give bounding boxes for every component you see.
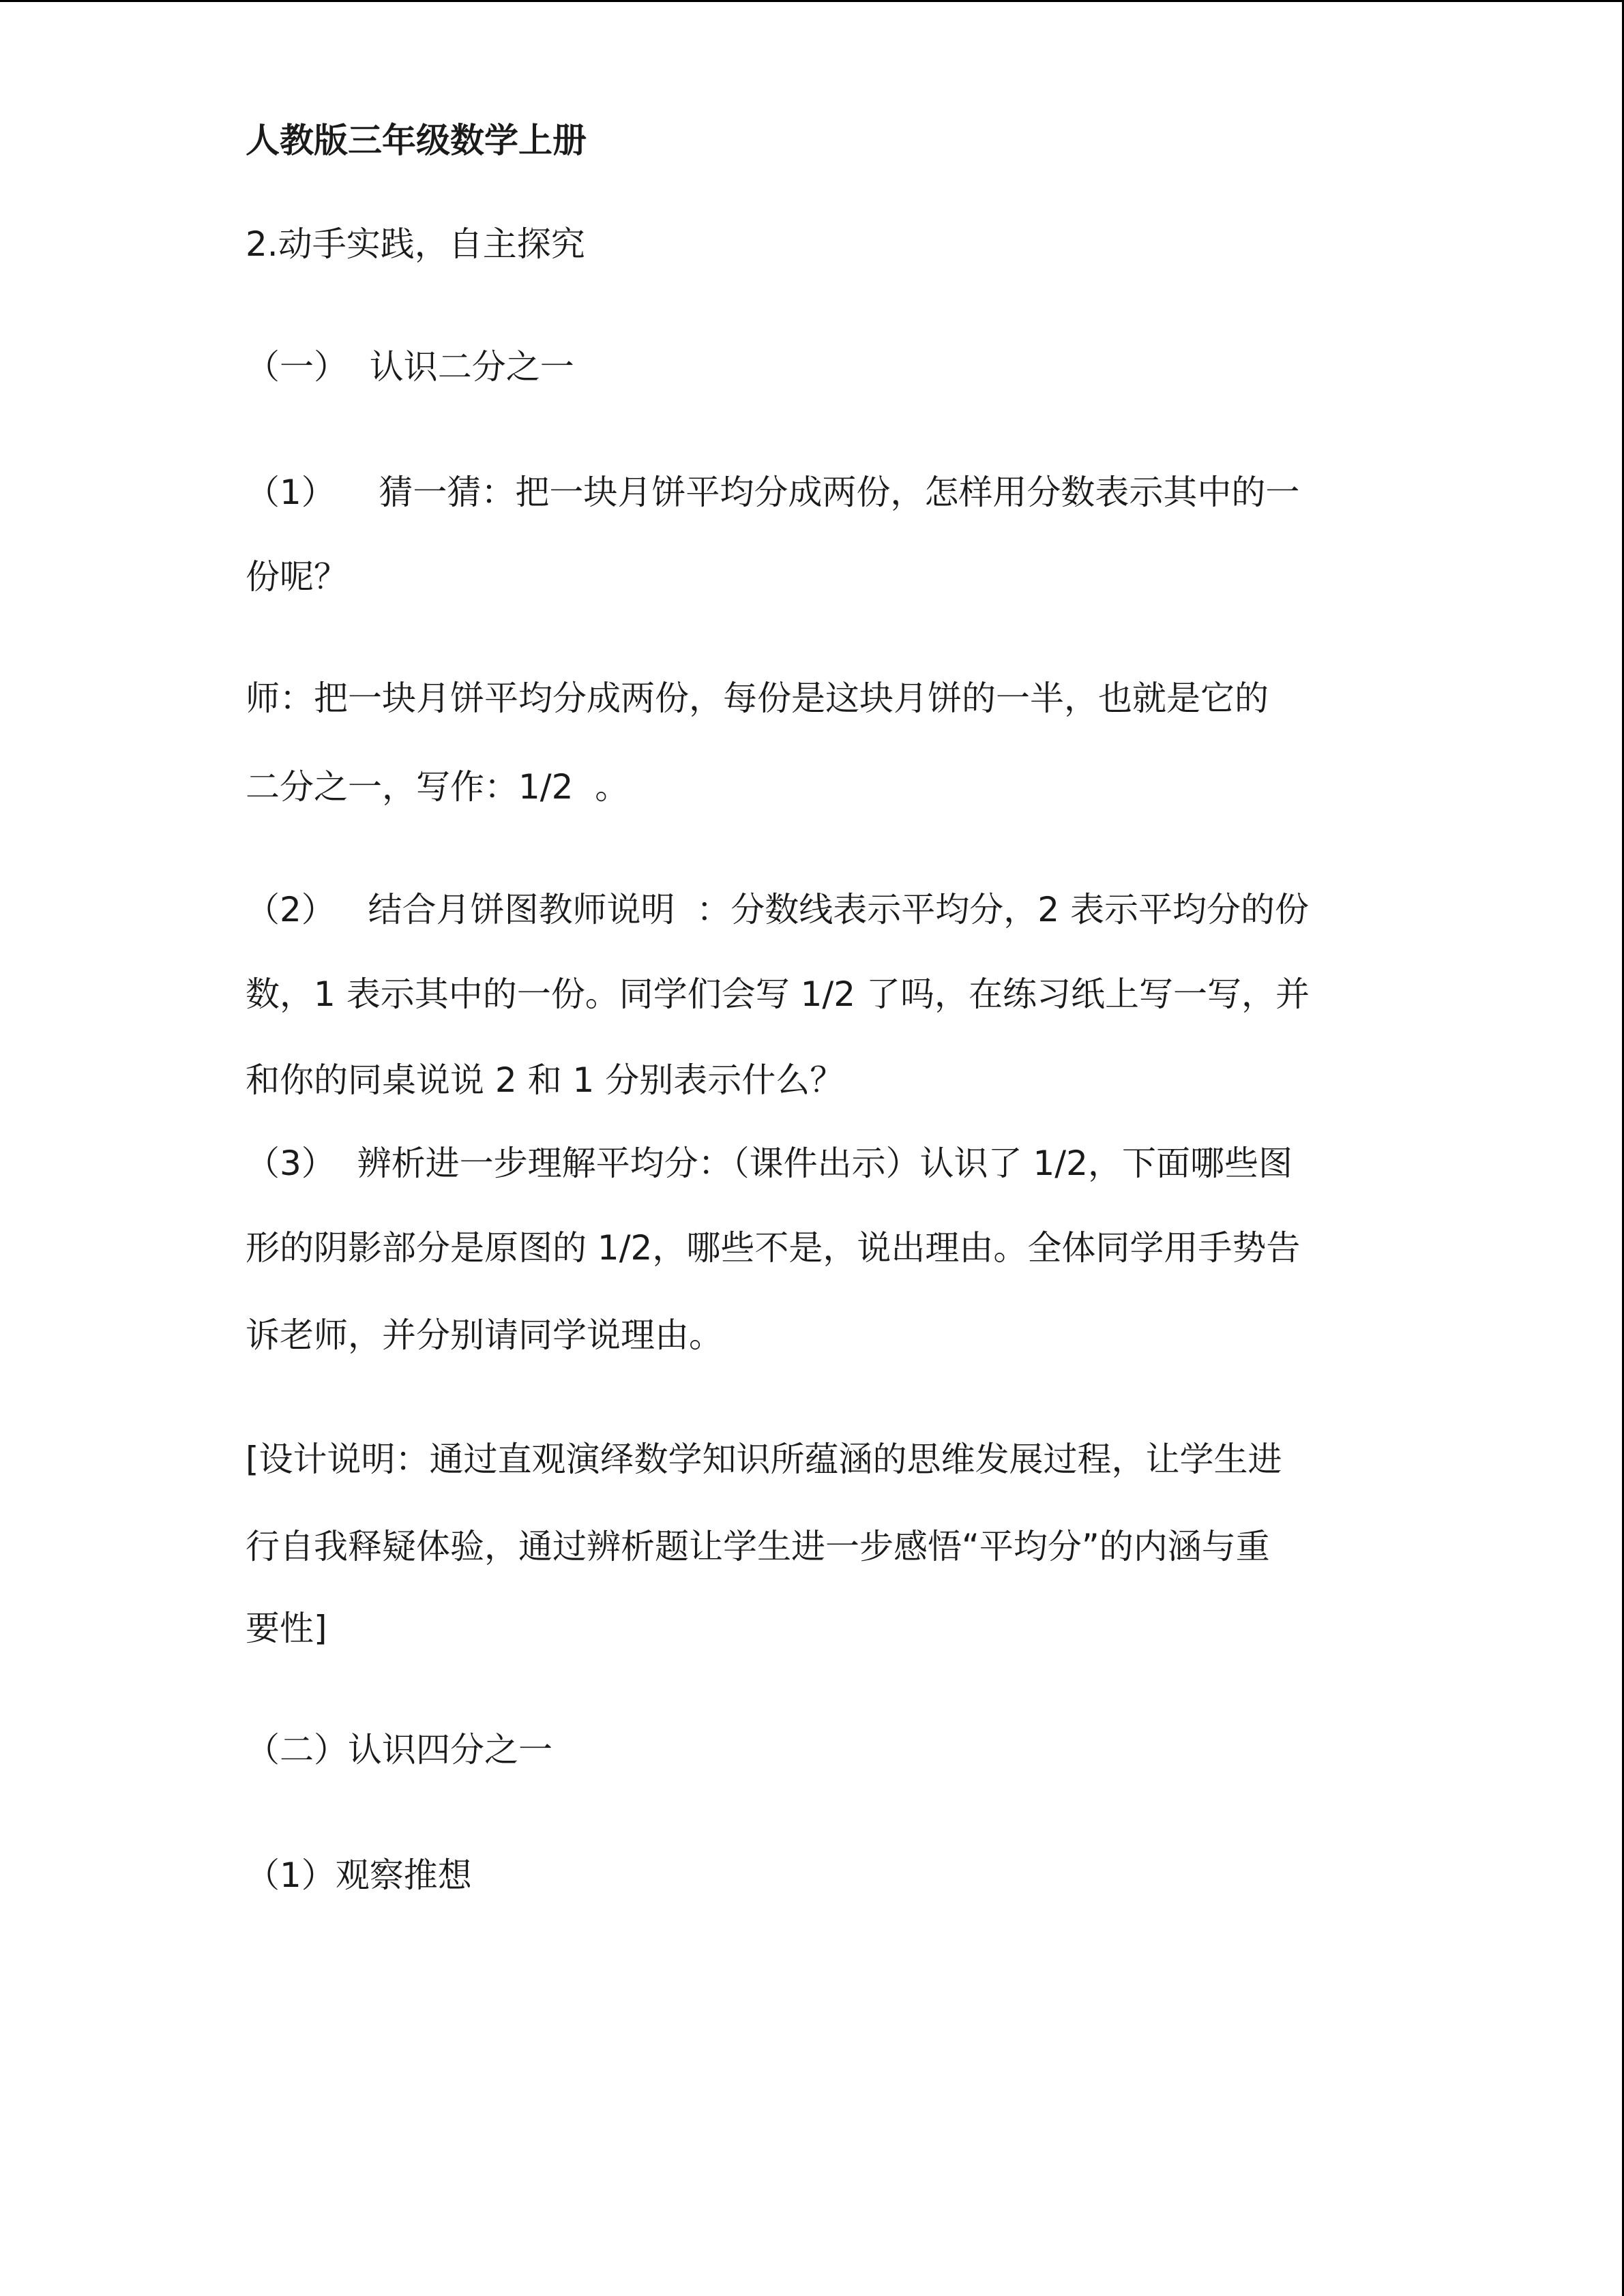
part2-heading: （二）认识四分之一 xyxy=(246,1730,552,1770)
section-heading: 2.动手实践，自主探究 xyxy=(246,224,585,264)
paragraph-2-line-2: 二分之一，写作：1/2 。 xyxy=(246,767,630,807)
paragraph-3-line-3: 和你的同桌说说 2 和 1 分别表示什么？ xyxy=(246,1060,844,1100)
paragraph-6-line-1: （1）观察推想 xyxy=(246,1855,472,1895)
paragraph-1-line-2: 份呢？ xyxy=(246,557,348,597)
paragraph-5-line-3: 要性] xyxy=(246,1609,327,1648)
paragraph-5-line-2: 行自我释疑体验，通过辨析题让学生进一步感悟“平均分”的内涵与重 xyxy=(246,1527,1270,1566)
part1-heading: （一） 认识二分之一 xyxy=(246,347,574,387)
document-title: 人教版三年级数学上册 xyxy=(246,121,587,160)
paragraph-4-line-3: 诉老师，并分别请同学说理由。 xyxy=(246,1315,723,1355)
paragraph-3-line-2: 数，1 表示其中的一份。同学们会写 1/2 了吗，在练习纸上写一写，并 xyxy=(246,974,1310,1014)
paragraph-3-line-1: （2） 结合月饼图教师说明 ：分数线表示平均分，2 表示平均分的份 xyxy=(246,890,1309,929)
paragraph-2-line-1: 师：把一块月饼平均分成两份，每份是这块月饼的一半，也就是它的 xyxy=(246,679,1269,718)
paragraph-5-line-1: [设计说明：通过直观演绎数学知识所蕴涵的思维发展过程，让学生进 xyxy=(246,1440,1282,1479)
paragraph-4-line-1: （3） 辨析进一步理解平均分：（课件出示）认识了 1/2，下面哪些图 xyxy=(246,1144,1293,1183)
paragraph-1-line-1: （1） 猜一猜：把一块月饼平均分成两份，怎样用分数表示其中的一 xyxy=(246,473,1300,512)
paragraph-4-line-2: 形的阴影部分是原图的 1/2，哪些不是，说出理由。全体同学用手势告 xyxy=(246,1228,1301,1268)
